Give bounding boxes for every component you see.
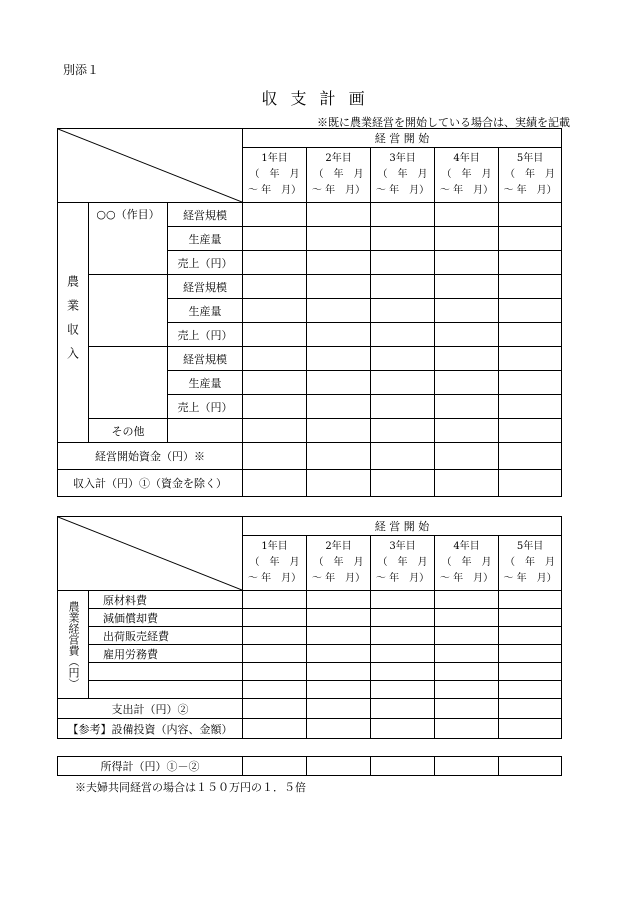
header-group: 経 営 開 始 bbox=[243, 129, 562, 148]
cell[interactable] bbox=[371, 609, 435, 627]
cell[interactable] bbox=[435, 443, 499, 470]
cell[interactable] bbox=[499, 443, 562, 470]
expense-table bbox=[57, 516, 562, 739]
expense-total-label: 支出計（円）② bbox=[58, 699, 243, 719]
cell[interactable] bbox=[435, 395, 499, 419]
cell[interactable] bbox=[499, 645, 562, 663]
cell[interactable] bbox=[307, 470, 371, 497]
cell[interactable] bbox=[371, 663, 435, 681]
cell[interactable] bbox=[371, 371, 435, 395]
cell[interactable] bbox=[243, 470, 307, 497]
cell[interactable] bbox=[499, 419, 562, 443]
cell[interactable] bbox=[243, 609, 307, 627]
cell[interactable] bbox=[435, 251, 499, 275]
cell[interactable] bbox=[371, 645, 435, 663]
reference-investment-label: 【参考】設備投資（内容、金額） bbox=[58, 719, 243, 739]
cell[interactable] bbox=[435, 299, 499, 323]
cell[interactable] bbox=[499, 663, 562, 681]
diagonal-line bbox=[58, 129, 242, 202]
cell[interactable] bbox=[243, 757, 307, 776]
cell[interactable] bbox=[371, 227, 435, 251]
cell[interactable] bbox=[499, 470, 562, 497]
cell[interactable] bbox=[307, 275, 371, 299]
cell[interactable] bbox=[307, 627, 371, 645]
cell[interactable] bbox=[435, 757, 499, 776]
cell[interactable] bbox=[371, 627, 435, 645]
cell[interactable] bbox=[243, 203, 307, 227]
year-header-1: 1年目 （ 年 月 ～ 年 月） bbox=[243, 536, 307, 591]
item-scale: 経営規模 bbox=[168, 203, 243, 227]
cell[interactable] bbox=[307, 347, 371, 371]
item-sales: 売上（円） bbox=[168, 323, 243, 347]
cell[interactable] bbox=[307, 719, 371, 739]
cell[interactable] bbox=[168, 419, 243, 443]
cell[interactable] bbox=[435, 347, 499, 371]
cell[interactable] bbox=[243, 227, 307, 251]
cell[interactable] bbox=[499, 395, 562, 419]
cell[interactable] bbox=[243, 627, 307, 645]
cell[interactable] bbox=[499, 681, 562, 699]
cell[interactable] bbox=[243, 699, 307, 719]
cell[interactable] bbox=[435, 591, 499, 609]
year-header-4: 4年目 （ 年 月 ～ 年 月） bbox=[435, 536, 499, 591]
cell[interactable] bbox=[435, 645, 499, 663]
income-calc-table bbox=[57, 756, 562, 776]
cell[interactable] bbox=[499, 299, 562, 323]
expense-item-blank[interactable] bbox=[89, 681, 243, 699]
capital-label: 経営開始資金（円）※ bbox=[58, 443, 243, 470]
cell[interactable] bbox=[371, 203, 435, 227]
header-diagonal-cell bbox=[58, 517, 243, 591]
cell[interactable] bbox=[371, 470, 435, 497]
cell[interactable] bbox=[435, 609, 499, 627]
cell[interactable] bbox=[243, 645, 307, 663]
expense-item-materials: 原材料費 bbox=[89, 591, 243, 609]
cell[interactable] bbox=[307, 609, 371, 627]
cell[interactable] bbox=[435, 371, 499, 395]
cell[interactable] bbox=[499, 323, 562, 347]
expense-item-shipping: 出荷販売経費 bbox=[89, 627, 243, 645]
item-scale: 経営規模 bbox=[168, 275, 243, 299]
cell[interactable] bbox=[243, 591, 307, 609]
item-production: 生産量 bbox=[168, 299, 243, 323]
cell[interactable] bbox=[243, 323, 307, 347]
cell[interactable] bbox=[243, 275, 307, 299]
cell[interactable] bbox=[435, 419, 499, 443]
income-side-label: 農業収入 bbox=[58, 203, 89, 443]
cell[interactable] bbox=[371, 275, 435, 299]
cell[interactable] bbox=[499, 591, 562, 609]
year-header-4: 4年目 （ 年 月 ～ 年 月） bbox=[435, 148, 499, 203]
cell[interactable] bbox=[243, 663, 307, 681]
cell[interactable] bbox=[371, 443, 435, 470]
top-note: ※既に農業経営を開始している場合は、実績を記載 bbox=[317, 116, 570, 129]
crop-label-empty[interactable] bbox=[89, 275, 168, 347]
cell[interactable] bbox=[371, 719, 435, 739]
cell[interactable] bbox=[499, 347, 562, 371]
cell[interactable] bbox=[371, 251, 435, 275]
cell[interactable] bbox=[499, 757, 562, 776]
cell[interactable] bbox=[435, 681, 499, 699]
income-calc-label: 所得計（円）①－② bbox=[58, 757, 243, 776]
cell[interactable] bbox=[243, 719, 307, 739]
item-sales: 売上（円） bbox=[168, 395, 243, 419]
cell[interactable] bbox=[243, 251, 307, 275]
cell[interactable] bbox=[435, 627, 499, 645]
cell[interactable] bbox=[307, 699, 371, 719]
cell[interactable] bbox=[243, 681, 307, 699]
cell[interactable] bbox=[371, 591, 435, 609]
cell[interactable] bbox=[243, 443, 307, 470]
cell[interactable] bbox=[499, 627, 562, 645]
cell[interactable] bbox=[499, 371, 562, 395]
expense-side-label: 農業経営費（円） bbox=[58, 591, 89, 699]
cell[interactable] bbox=[307, 395, 371, 419]
cell[interactable] bbox=[499, 203, 562, 227]
cell[interactable] bbox=[307, 299, 371, 323]
cell[interactable] bbox=[435, 470, 499, 497]
cell[interactable] bbox=[307, 591, 371, 609]
cell[interactable] bbox=[307, 645, 371, 663]
year-header-5: 5年目 （ 年 月 ～ 年 月） bbox=[499, 536, 562, 591]
attachment-label: 別添１ bbox=[63, 63, 100, 77]
income-table bbox=[57, 128, 562, 497]
other-label: その他 bbox=[89, 419, 168, 443]
header-group: 経 営 開 始 bbox=[243, 517, 562, 536]
cell[interactable] bbox=[371, 419, 435, 443]
cell[interactable] bbox=[307, 757, 371, 776]
crop-label-empty[interactable] bbox=[89, 347, 168, 419]
cell[interactable] bbox=[243, 299, 307, 323]
cell[interactable] bbox=[307, 443, 371, 470]
cell[interactable] bbox=[371, 699, 435, 719]
year-header-1: 1年目 （ 年 月 ～ 年 月） bbox=[243, 148, 307, 203]
cell[interactable] bbox=[243, 395, 307, 419]
cell[interactable] bbox=[499, 699, 562, 719]
cell[interactable] bbox=[307, 203, 371, 227]
cell[interactable] bbox=[371, 323, 435, 347]
year-header-2: 2年目 （ 年 月 ～ 年 月） bbox=[307, 148, 371, 203]
cell[interactable] bbox=[371, 395, 435, 419]
cell[interactable] bbox=[307, 323, 371, 347]
cell[interactable] bbox=[307, 681, 371, 699]
cell[interactable] bbox=[243, 347, 307, 371]
cell[interactable] bbox=[307, 419, 371, 443]
cell[interactable] bbox=[435, 699, 499, 719]
cell[interactable] bbox=[499, 227, 562, 251]
cell[interactable] bbox=[371, 347, 435, 371]
cell[interactable] bbox=[371, 681, 435, 699]
page-title: 収 支 計 画 bbox=[261, 89, 369, 108]
diagonal-line bbox=[58, 517, 242, 590]
year-header-3: 3年目 （ 年 月 ～ 年 月） bbox=[371, 148, 435, 203]
item-sales: 売上（円） bbox=[168, 251, 243, 275]
cell[interactable] bbox=[435, 719, 499, 739]
cell[interactable] bbox=[499, 251, 562, 275]
crop-label: ○○（作目） bbox=[89, 203, 168, 275]
expense-item-depreciation: 減価償却費 bbox=[89, 609, 243, 627]
cell[interactable] bbox=[307, 251, 371, 275]
cell[interactable] bbox=[243, 371, 307, 395]
cell[interactable] bbox=[435, 227, 499, 251]
income-total-label: 収入計（円）①（資金を除く） bbox=[58, 470, 243, 497]
year-header-5: 5年目 （ 年 月 ～ 年 月） bbox=[499, 148, 562, 203]
year-header-2: 2年目 （ 年 月 ～ 年 月） bbox=[307, 536, 371, 591]
cell[interactable] bbox=[307, 663, 371, 681]
cell[interactable] bbox=[435, 323, 499, 347]
cell[interactable] bbox=[243, 419, 307, 443]
cell[interactable] bbox=[371, 299, 435, 323]
header-diagonal-cell bbox=[58, 129, 243, 203]
cell[interactable] bbox=[307, 371, 371, 395]
cell[interactable] bbox=[435, 663, 499, 681]
bottom-note: ※夫婦共同経営の場合は１５０万円の１．５倍 bbox=[75, 781, 306, 794]
expense-item-blank[interactable] bbox=[89, 663, 243, 681]
cell[interactable] bbox=[435, 203, 499, 227]
cell[interactable] bbox=[499, 609, 562, 627]
year-header-3: 3年目 （ 年 月 ～ 年 月） bbox=[371, 536, 435, 591]
item-scale: 経営規模 bbox=[168, 347, 243, 371]
item-production: 生産量 bbox=[168, 227, 243, 251]
cell[interactable] bbox=[307, 227, 371, 251]
cell[interactable] bbox=[499, 275, 562, 299]
item-production: 生産量 bbox=[168, 371, 243, 395]
cell[interactable] bbox=[435, 275, 499, 299]
cell[interactable] bbox=[371, 757, 435, 776]
expense-item-labor: 雇用労務費 bbox=[89, 645, 243, 663]
cell[interactable] bbox=[499, 719, 562, 739]
